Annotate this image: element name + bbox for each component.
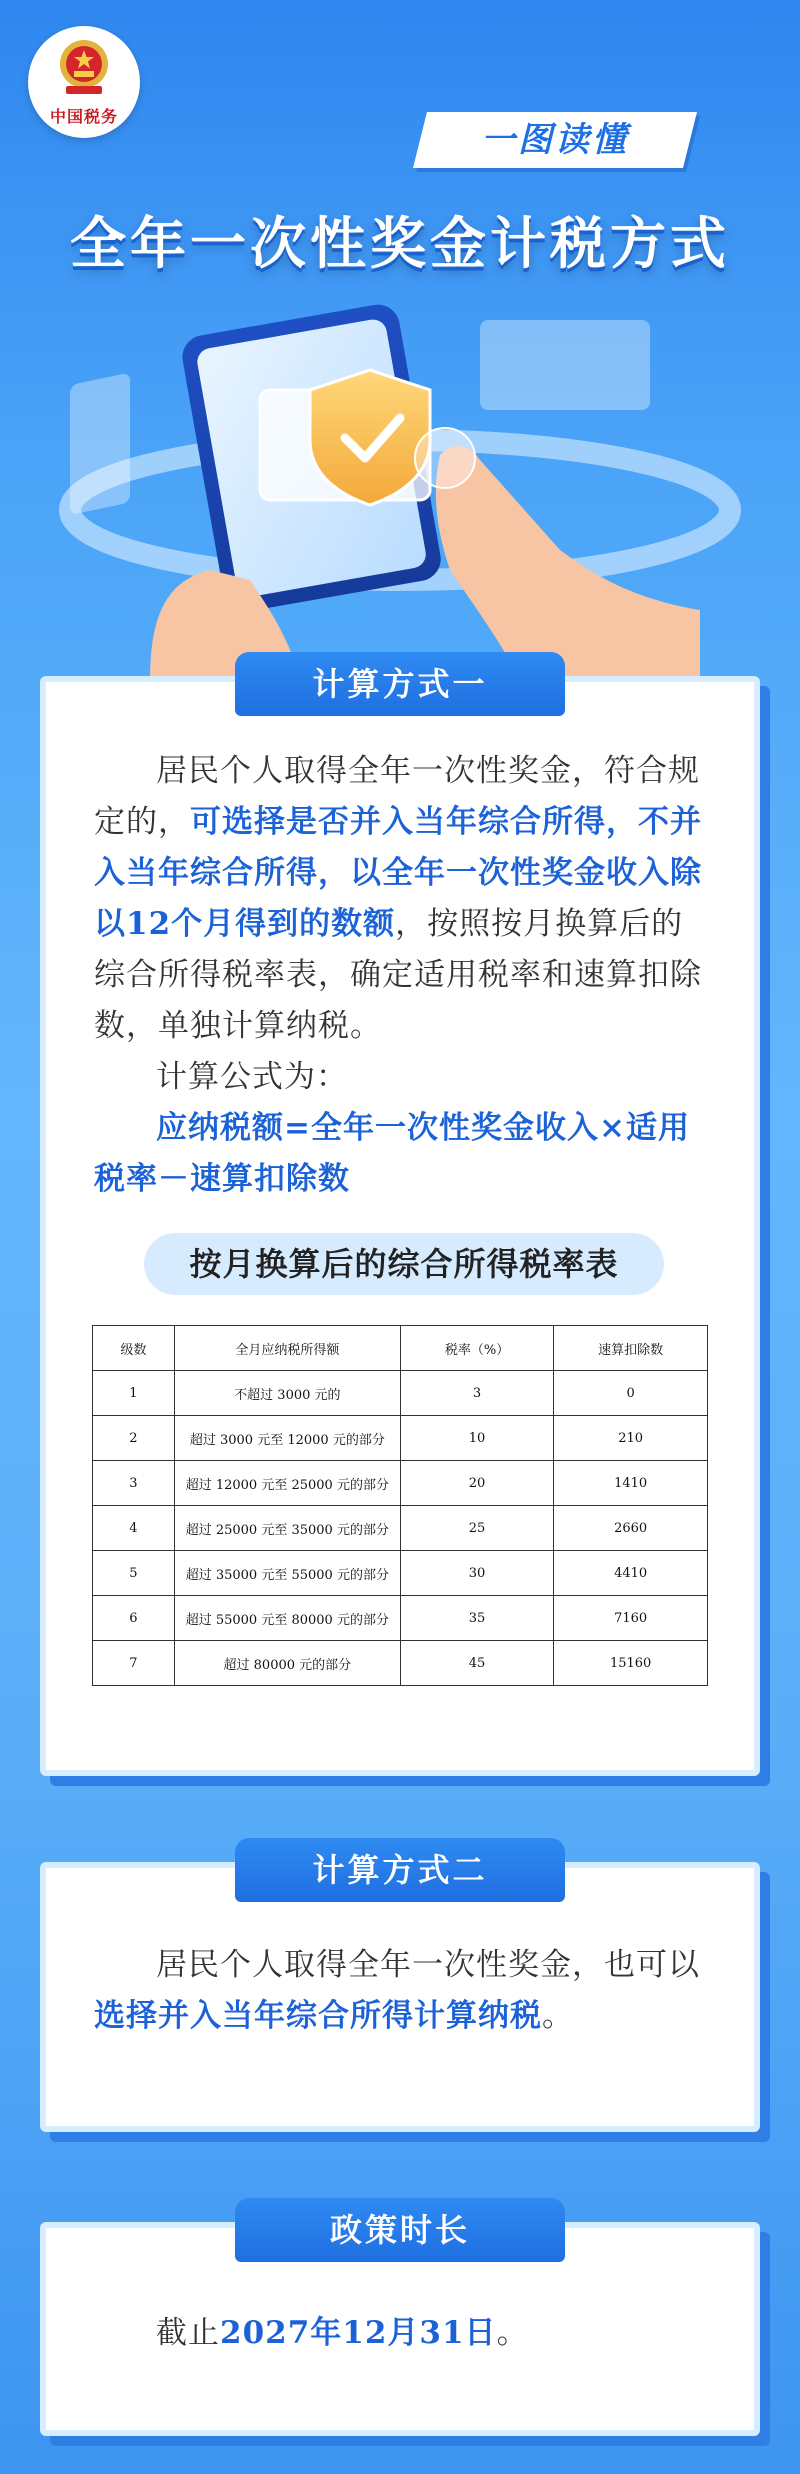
table-row bbox=[93, 1371, 708, 1416]
tab-method-1: 计算方式一 bbox=[235, 652, 565, 716]
table-row bbox=[93, 1461, 708, 1506]
formula-text: 应纳税额=全年一次性奖金收入×适用税率－速算扣除数 bbox=[94, 1110, 690, 1197]
policy-text-post: 。 bbox=[496, 2315, 529, 2351]
table-row bbox=[93, 1641, 708, 1686]
table-cell: 15160 bbox=[554, 1641, 708, 1686]
header-tag: 一图读懂 bbox=[481, 120, 629, 160]
touch-glow bbox=[415, 428, 475, 488]
tax-rate-table bbox=[92, 1325, 708, 1686]
table-cell: 25 bbox=[400, 1506, 554, 1551]
tab-method-2: 计算方式二 bbox=[235, 1838, 565, 1902]
table-cell: 20 bbox=[400, 1461, 554, 1506]
table-row bbox=[93, 1596, 708, 1641]
card-method-2 bbox=[40, 1851, 760, 2132]
method-2-text-post: 。 bbox=[542, 1998, 574, 2034]
hero-phone-shield-illustration bbox=[0, 280, 800, 680]
table-cell: 超过 35000 元至 55000 元的部分 bbox=[174, 1551, 400, 1596]
table-cell: 30 bbox=[400, 1551, 554, 1596]
page-title: 全年一次性奖金计税方式 bbox=[70, 212, 730, 277]
table-cell: 不超过 3000 元的 bbox=[174, 1371, 400, 1416]
method-2-paragraph bbox=[94, 1940, 714, 2042]
table-cell: 0 bbox=[554, 1371, 708, 1416]
national-emblem-icon bbox=[58, 38, 110, 98]
method-1-text-post: ，按照按月换算后的综合所得税率表，确定适用税率和速算扣除数，单独计算纳税。 bbox=[94, 906, 702, 1044]
table-cell: 超过 80000 元的部分 bbox=[174, 1641, 400, 1686]
table-cell: 35 bbox=[400, 1596, 554, 1641]
logo-text: 中国税务 bbox=[49, 107, 118, 126]
table-cell: 10 bbox=[400, 1416, 554, 1461]
tax-table-title: 按月换算后的综合所得税率表 bbox=[144, 1233, 664, 1295]
table-cell: 5 bbox=[93, 1551, 175, 1596]
glass-panel-left bbox=[70, 372, 130, 515]
table-cell: 3 bbox=[400, 1371, 554, 1416]
table-row bbox=[93, 1506, 708, 1551]
method-2-text-highlight: 选择并入当年综合所得计算纳税 bbox=[94, 1998, 542, 2034]
policy-text-pre: 截止 bbox=[156, 2315, 220, 2351]
glass-panel-right bbox=[480, 320, 650, 410]
method-2-text-pre: 居民个人取得全年一次性奖金，也可以 bbox=[156, 1947, 700, 1983]
tab-policy-period: 政策时长 bbox=[235, 2198, 565, 2262]
table-cell: 1 bbox=[93, 1371, 175, 1416]
card-policy-period bbox=[40, 2211, 760, 2436]
tax-logo bbox=[28, 26, 140, 138]
table-cell: 7160 bbox=[554, 1596, 708, 1641]
table-header-cell: 速算扣除数 bbox=[554, 1326, 708, 1371]
table-cell: 4 bbox=[93, 1506, 175, 1551]
table-cell: 1410 bbox=[554, 1461, 708, 1506]
table-row bbox=[93, 1416, 708, 1461]
policy-text bbox=[94, 2308, 714, 2359]
table-cell: 6 bbox=[93, 1596, 175, 1641]
method-1-text-highlight: 可选择是否并入当年综合所得，不并入当年综合所得，以全年一次性奖金收入除以12个月得到的数额 bbox=[94, 804, 702, 942]
table-header-cell: 全月应纳税所得额 bbox=[174, 1326, 400, 1371]
table-cell: 超过 12000 元至 25000 元的部分 bbox=[174, 1461, 400, 1506]
table-row bbox=[93, 1551, 708, 1596]
table-header-cell: 税率（%） bbox=[400, 1326, 554, 1371]
table-cell: 2 bbox=[93, 1416, 175, 1461]
table-cell: 2660 bbox=[554, 1506, 708, 1551]
method-1-paragraph bbox=[94, 746, 714, 1052]
table-header-cell: 级数 bbox=[93, 1326, 175, 1371]
method-1-text-pre: 居民个人取得全年一次性奖金，符合规定的， bbox=[94, 753, 700, 840]
table-cell: 超过 25000 元至 35000 元的部分 bbox=[174, 1506, 400, 1551]
formula-label: 计算公式为： bbox=[156, 1059, 348, 1095]
table-cell: 超过 3000 元至 12000 元的部分 bbox=[174, 1416, 400, 1461]
policy-date: 2027年12月31日 bbox=[220, 2315, 497, 2351]
table-cell: 4410 bbox=[554, 1551, 708, 1596]
table-cell: 超过 55000 元至 80000 元的部分 bbox=[174, 1596, 400, 1641]
table-cell: 210 bbox=[554, 1416, 708, 1461]
card-method-1 bbox=[40, 665, 760, 1776]
table-cell: 3 bbox=[93, 1461, 175, 1506]
table-cell: 7 bbox=[93, 1641, 175, 1686]
table-header-row bbox=[93, 1326, 708, 1371]
table-cell: 45 bbox=[400, 1641, 554, 1686]
